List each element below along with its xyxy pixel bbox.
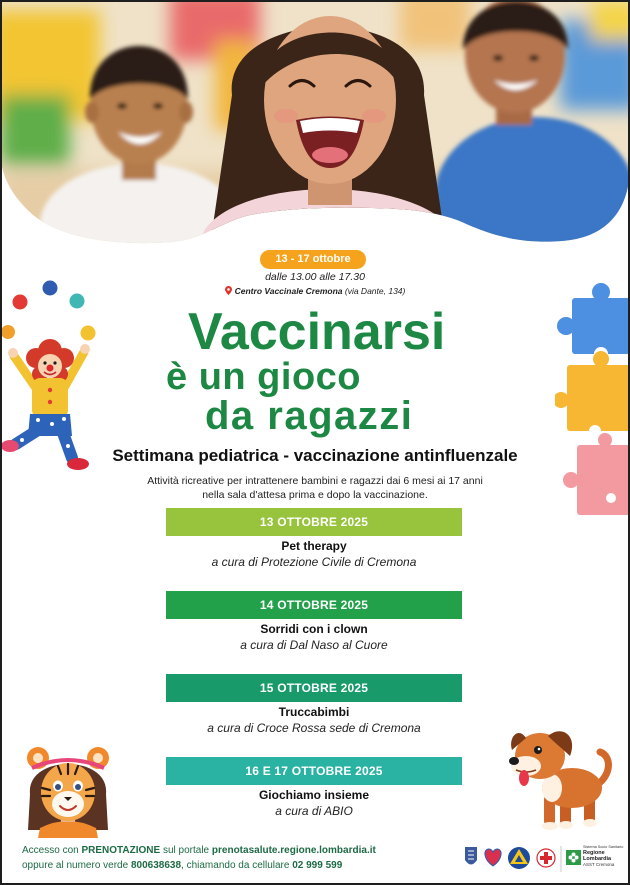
booking-required: PRENOTAZIONE [81, 845, 161, 856]
logo-system-label: Sistema Socio Sanitario [583, 845, 624, 849]
event-organizer: a cura di Protezione Civile di Cremona [211, 555, 417, 569]
location-name: Centro Vaccinale Cremona [234, 286, 343, 296]
booking-portal-url: prenotasalute.regione.lombardia.it [211, 845, 376, 856]
event-activity: Pet therapy [281, 539, 347, 553]
toll-free-label: oppure al numero verde [22, 860, 131, 871]
mobile-number: 02 999 599 [292, 860, 343, 871]
juggling-ball [1, 325, 15, 339]
juggling-ball [70, 294, 85, 309]
heart-logo [485, 849, 501, 866]
red-cross-logo [537, 849, 555, 867]
logo-region-label: Regione Lombardia [583, 850, 612, 862]
events-list [166, 508, 462, 840]
booking-prefix: Accesso con [22, 845, 82, 856]
toll-free-number: 800638638 [130, 860, 182, 871]
event-date-bar: 13 OTTOBRE 2025 [166, 508, 462, 536]
map-pin-icon [225, 286, 232, 295]
event-activity: Sorridi con i clown [260, 622, 368, 636]
event-activity: Truccabimbi [278, 705, 350, 719]
mobile-label: , chiamando da cellulare [181, 860, 293, 871]
description-line: Attività ricreative per intrattenere bambini e ragazzi dai 6 mesi ai 17 anni [147, 475, 483, 487]
juggling-ball [43, 281, 58, 296]
title-line-1: Vaccinarsi [188, 303, 446, 361]
booking-info [22, 843, 376, 873]
event-date-bar: 15 OTTOBRE 2025 [166, 674, 462, 702]
regione-lombardia-logo [566, 850, 581, 865]
description [0, 474, 630, 502]
event-date-bar: 16 E 17 OTTOBRE 2025 [166, 757, 462, 785]
booking-line-2 [22, 858, 376, 873]
hero-photo [0, 0, 630, 250]
description-line: nella sala d'attesa prima e dopo la vaccinazione. [202, 489, 428, 501]
event-item [166, 674, 462, 757]
event-item [166, 508, 462, 591]
logo-asst-label: ASST Cremona [583, 862, 615, 867]
event-organizer: a cura di ABIO [275, 804, 353, 818]
event-item [166, 757, 462, 840]
event-item [166, 591, 462, 674]
puppy-illustration [500, 716, 620, 834]
event-organizer: a cura di Dal Naso al Cuore [240, 638, 388, 652]
regione-lombardia-logo-text [583, 845, 625, 868]
juggling-ball [13, 295, 28, 310]
event-date-bar: 14 OTTOBRE 2025 [166, 591, 462, 619]
face-painted-child-illustration [18, 744, 118, 838]
location-address: (via Dante, 134) [344, 286, 406, 296]
date-badge: 13 - 17 ottobre [260, 250, 366, 269]
event-activity: Giochiamo insieme [258, 788, 370, 802]
juggling-ball [81, 326, 96, 341]
event-organizer: a cura di Croce Rossa sede di Cremona [207, 721, 421, 735]
booking-line-1 [22, 843, 376, 858]
title-line-3: da ragazzi [205, 394, 414, 438]
puzzle-piece-blue [557, 283, 630, 361]
booking-portal-label: sul portale [160, 845, 212, 856]
city-crest-logo [465, 847, 477, 865]
puzzle-piece-orange [555, 351, 630, 437]
subtitle: Settimana pediatrica - vaccinazione antinfluenzale [112, 446, 518, 465]
title-line-2: è un gioco [166, 356, 361, 398]
partner-logos [462, 842, 584, 876]
civil-protection-logo [508, 847, 530, 869]
opening-hours: dalle 13.00 alle 17.30 [265, 271, 365, 283]
